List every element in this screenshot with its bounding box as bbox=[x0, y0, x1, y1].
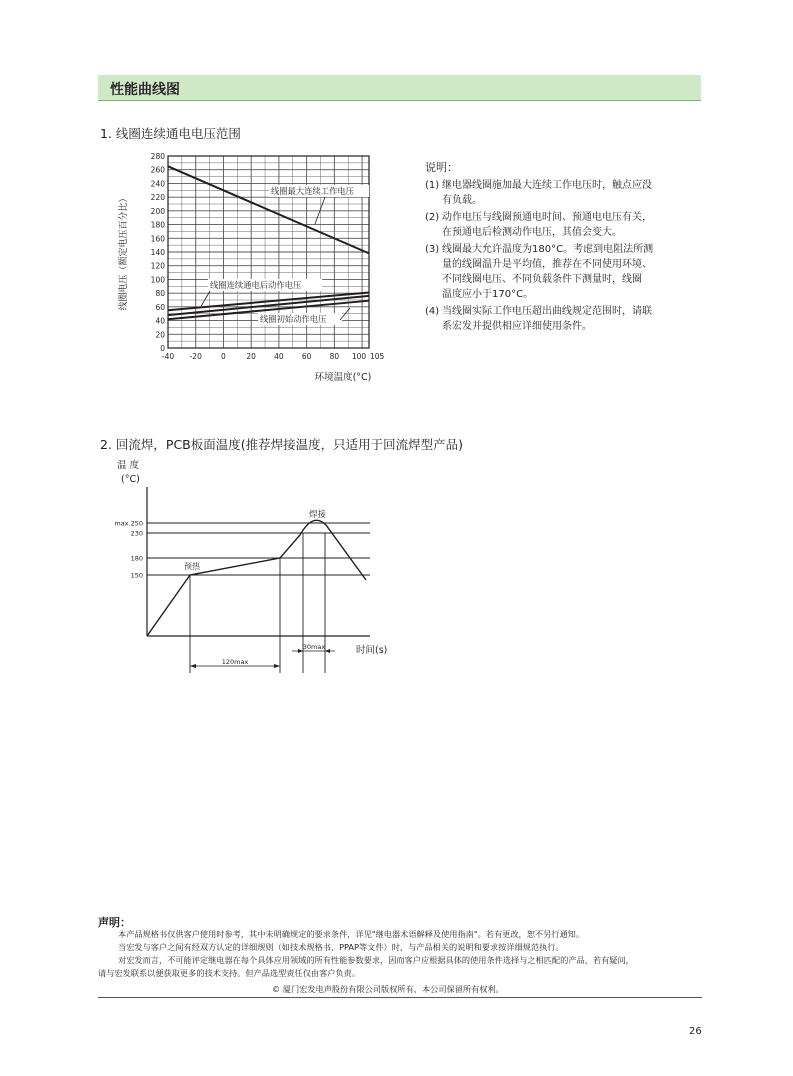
y-tick-label: 20 bbox=[155, 330, 165, 340]
note-item bbox=[425, 242, 675, 302]
note-line bbox=[425, 242, 675, 257]
declaration-line-4: 请与宏发联系以便获取更多的技术支持。但产品选型责任仅由客户负责。 bbox=[98, 968, 361, 978]
note-number: (4) bbox=[425, 306, 440, 317]
y-axis-unit: (°C) bbox=[121, 474, 140, 485]
note-line: 在预通电后检测动作电压，其值会变大。 bbox=[442, 227, 622, 238]
y-axis-label: 线圈电压（额定电压百分比） bbox=[119, 193, 129, 311]
y-tick-label: 200 bbox=[150, 206, 165, 216]
note-number: (2) bbox=[425, 212, 440, 223]
notes-title: 说明： bbox=[425, 161, 458, 174]
y-tick-label: 40 bbox=[155, 316, 165, 326]
y-tick-label: 220 bbox=[150, 193, 165, 203]
x-tick-label: 0 bbox=[221, 352, 226, 361]
y-tick-label: 180 bbox=[150, 220, 165, 230]
y-tick-label: 240 bbox=[150, 179, 165, 189]
callout-initial-voltage: 线圈初始动作电压 bbox=[260, 314, 327, 324]
x-tick-label: -40 bbox=[161, 352, 175, 361]
note-item bbox=[425, 304, 675, 334]
note-line: 量的线圈温升是平均值，推荐在不同使用环境、 bbox=[442, 259, 652, 270]
declaration-title: 声明： bbox=[98, 916, 131, 929]
y-tick-label: 180 bbox=[130, 554, 143, 563]
note-item bbox=[425, 178, 675, 208]
note-line: 有负载。 bbox=[442, 195, 482, 206]
note-line: 温度应小于170°C。 bbox=[442, 289, 534, 300]
note-text: 线圈最大允许温度为180°C。考虑到电阻法所测 bbox=[442, 244, 654, 255]
y-tick-label: 140 bbox=[150, 248, 165, 257]
y-tick-label: 60 bbox=[155, 302, 165, 312]
y-tick-label: max.250 bbox=[114, 519, 143, 528]
note-line bbox=[425, 304, 675, 319]
note-line bbox=[425, 210, 675, 225]
series-line bbox=[168, 292, 369, 310]
coil-voltage-chart bbox=[112, 148, 392, 398]
preheat-label: 预热 bbox=[184, 562, 200, 571]
x-axis-label: 环境温度(°C) bbox=[314, 372, 372, 383]
series-line bbox=[168, 166, 369, 253]
declaration-line-2: 当宏发与客户之间有经双方认定的详细规则（如技术规格书、PPAP等文件）时，与产品相关的说明和要求按详细规范执行。 bbox=[118, 942, 564, 952]
notes-list bbox=[425, 178, 675, 336]
note-number: (3) bbox=[425, 244, 440, 255]
callout-max-voltage: 线圈最大连续工作电压 bbox=[271, 186, 354, 196]
x-tick-label: 100 bbox=[351, 352, 367, 361]
declaration-line-1: 本产品规格书仅供客户使用时参考，其中未明确规定的要求条件，详见"继电器术语解释及使用指南"。若有更改，恕不另行通知。 bbox=[118, 929, 585, 939]
note-item bbox=[425, 210, 675, 240]
x-tick-label: 80 bbox=[329, 352, 340, 361]
note-text: 继电器线圈施加最大连续工作电压时，触点应没 bbox=[442, 180, 652, 191]
y-tick-label: 120 bbox=[150, 261, 165, 271]
x-tick-label: 105 bbox=[370, 352, 385, 361]
section-title: 性能曲线图 bbox=[110, 82, 180, 98]
x-tick-label: 20 bbox=[246, 352, 256, 361]
x-axis-label: 时间(s) bbox=[356, 645, 388, 656]
section-header bbox=[98, 75, 701, 101]
series-line bbox=[168, 296, 369, 315]
note-line: 不同线圈电压、不同负载条件下测量时，线圈 bbox=[442, 274, 642, 285]
y-tick-label: 150 bbox=[130, 571, 143, 580]
declaration-line-3: 对宏发而言，不可能评定继电器在每个具体应用领域的所有性能参数要求，因而客户应根据具体的使用条件选择与之相匹配的产品，若有疑问， bbox=[118, 955, 634, 965]
note-line: 系宏发并提供相应详细使用条件。 bbox=[442, 321, 592, 332]
copyright-text: © 厦门宏发电声股份有限公司版权所有，本公司保留所有权利。 bbox=[272, 984, 504, 994]
reflow-profile-chart bbox=[100, 455, 420, 680]
solder-label: 焊接 bbox=[309, 510, 327, 520]
x-tick-label: -20 bbox=[189, 352, 202, 361]
callout-drop-voltage: 线圈连续通电后动作电压 bbox=[210, 280, 302, 290]
note-text: 当线圈实际工作电压超出曲线规定范围时，请联 bbox=[442, 306, 652, 317]
note-number: (1) bbox=[425, 180, 440, 191]
note-line bbox=[425, 178, 675, 193]
y-tick-label: 100 bbox=[150, 275, 165, 285]
y-tick-label: 230 bbox=[130, 529, 143, 538]
dim-30-label: 30max bbox=[302, 643, 326, 651]
reflow-profile-curve bbox=[147, 520, 366, 636]
y-tick-label: 160 bbox=[150, 234, 165, 244]
x-tick-label: 40 bbox=[274, 352, 284, 361]
y-tick-label: 260 bbox=[150, 165, 165, 175]
x-tick-label: 60 bbox=[301, 352, 312, 361]
y-axis-label: 温 度 bbox=[117, 460, 140, 471]
footer-divider bbox=[98, 997, 702, 998]
y-tick-label: 80 bbox=[155, 289, 165, 299]
chart2-heading: 2. 回流焊，PCB板面温度(推荐焊接温度，只适用于回流焊型产品) bbox=[100, 437, 463, 452]
dim-120-label: 120max bbox=[221, 658, 249, 666]
y-tick-label: 280 bbox=[150, 152, 165, 161]
page-number: 26 bbox=[689, 1026, 702, 1037]
chart1-heading: 1. 线圈连续通电电压范围 bbox=[100, 126, 241, 141]
note-text: 动作电压与线圈预通电时间、预通电电压有关， bbox=[442, 212, 652, 223]
y-tick-label: 0 bbox=[160, 344, 165, 353]
